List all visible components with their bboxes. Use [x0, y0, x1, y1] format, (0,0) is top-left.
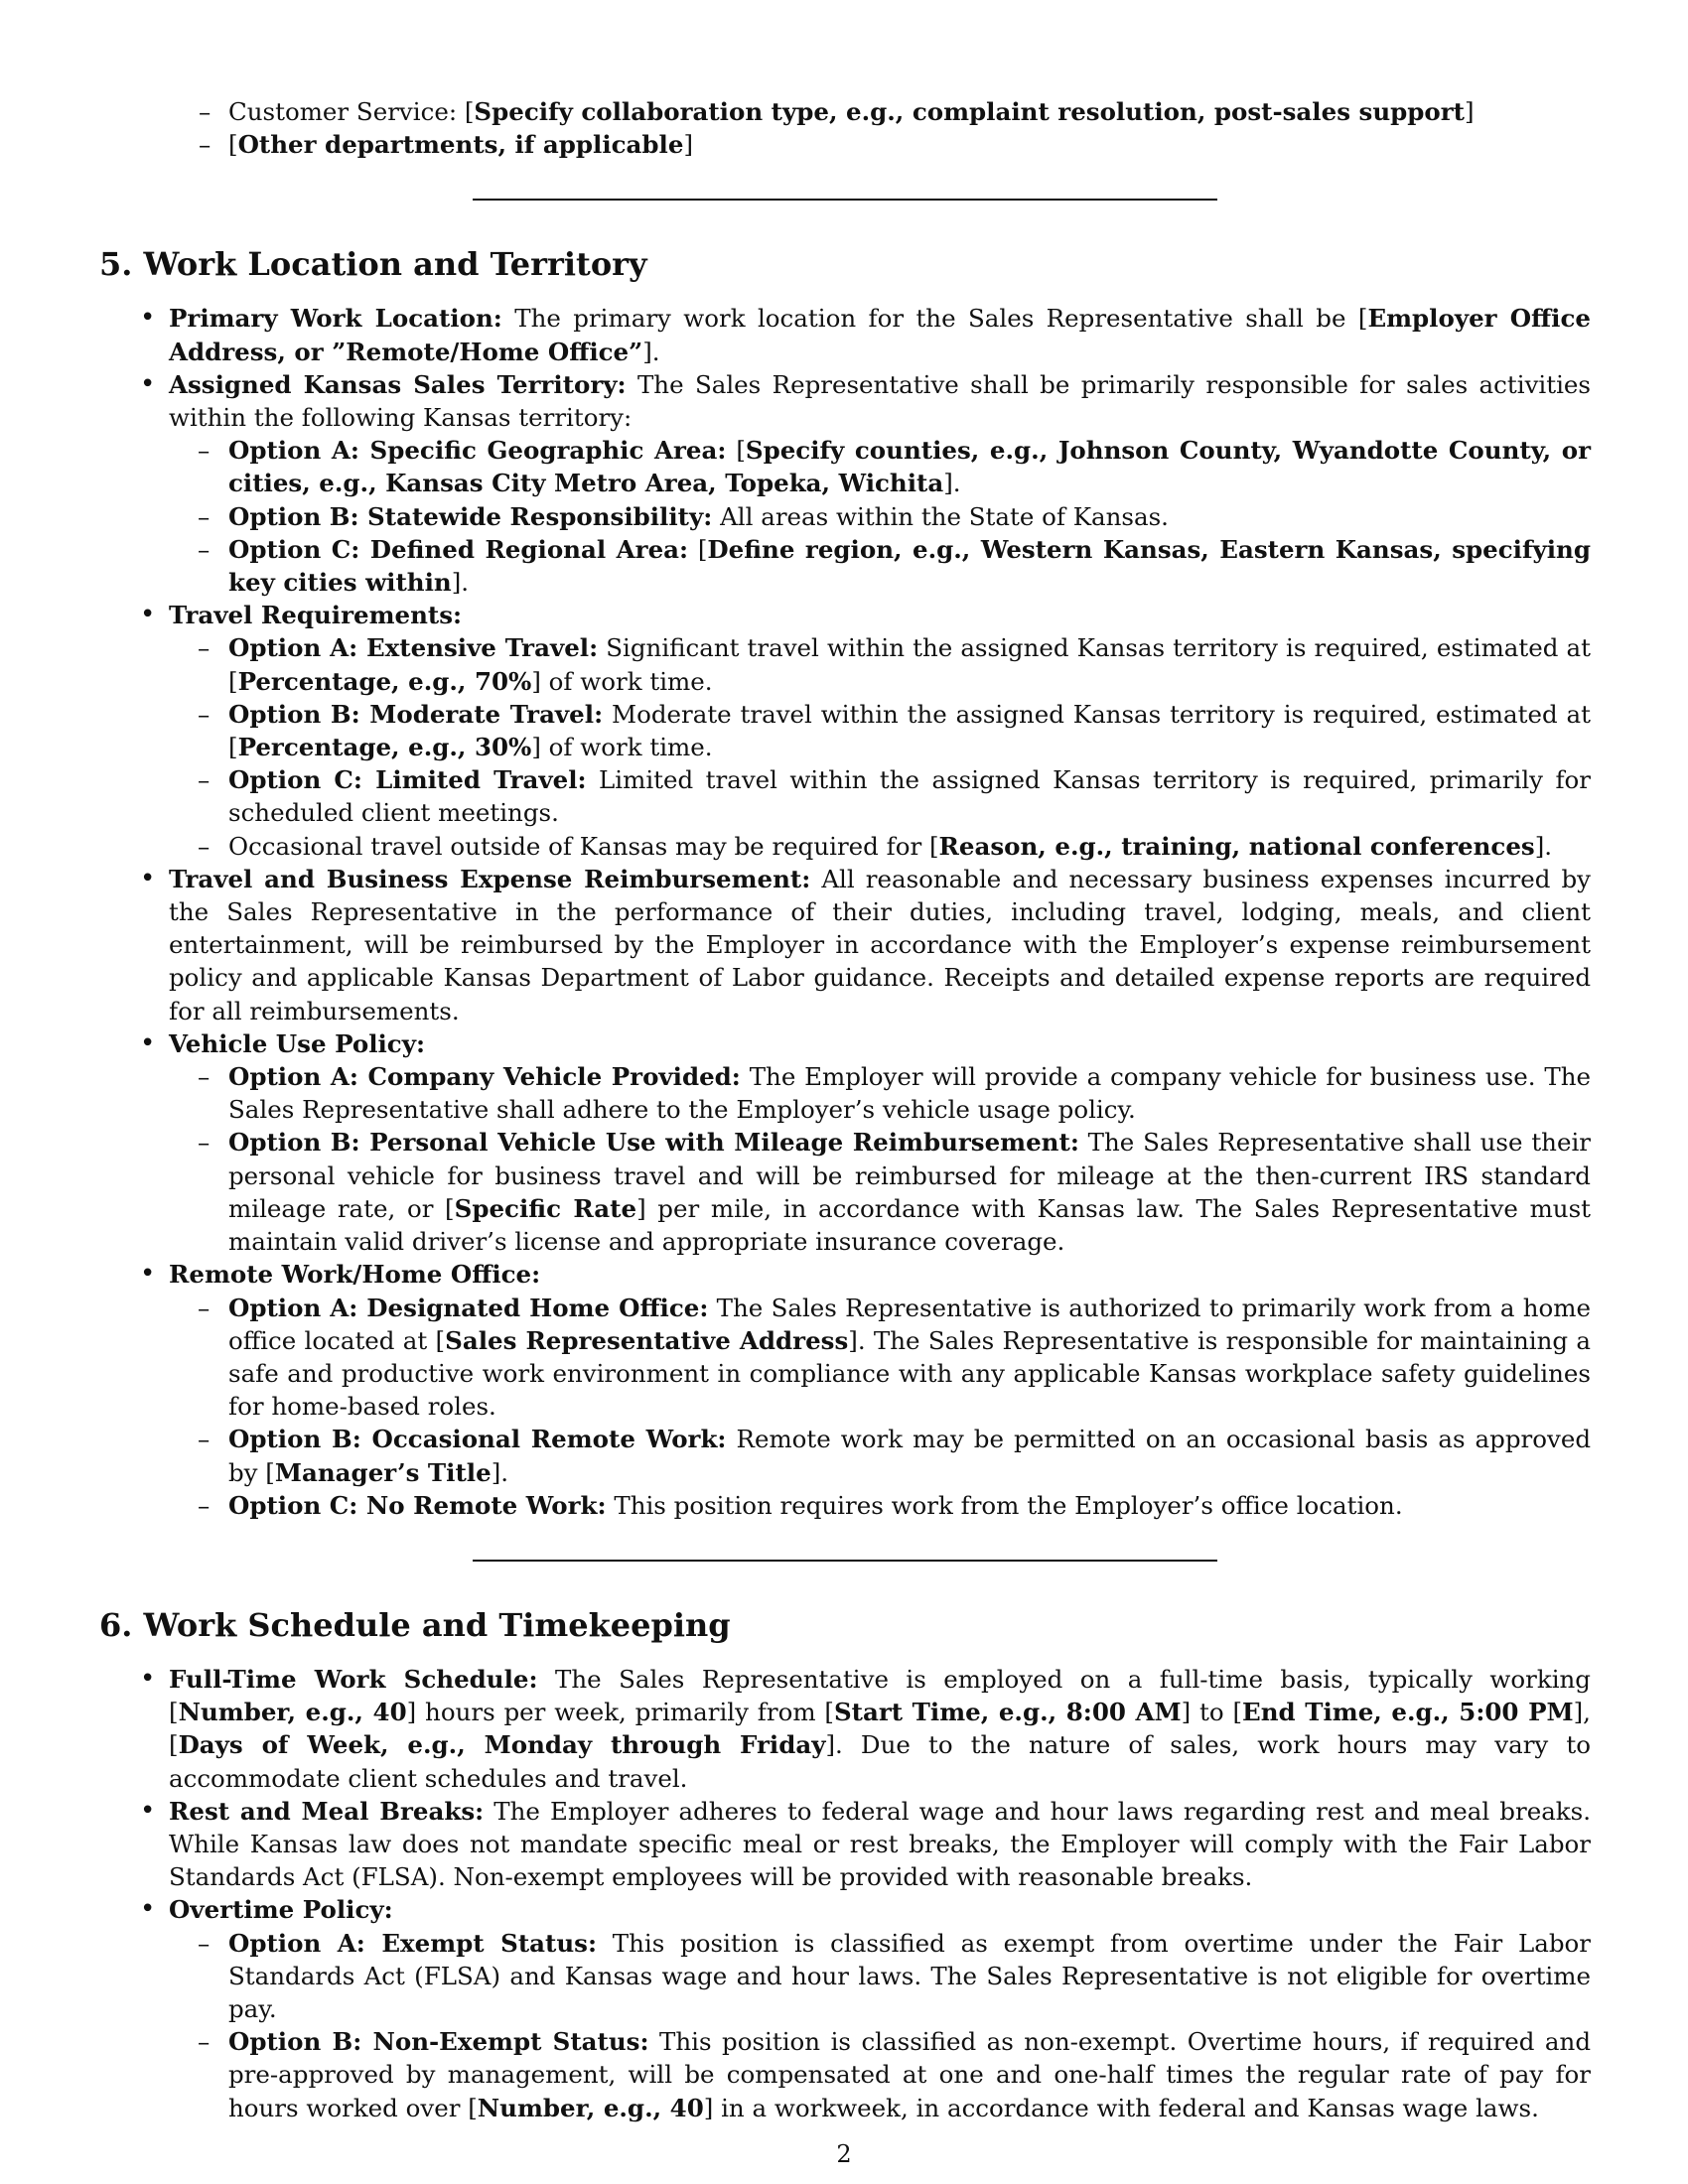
territory-options [169, 434, 1591, 599]
list-item: – Option C: No Remote Work: This position requires work from the Employer’s office location. [169, 1489, 1591, 1522]
list-item-overtime: • Overtime Policy: – Option A: Exempt Status: This position is classified as exempt from overtime under the Fair Labor Standards Act (FLSA) and Kansas wage and hour laws. The Sales Representative is not eligible for overtime pay. – Option B: Non-Exempt Status: This position is classified as non-exempt. Overtime hours, if required and pre-approved by management, will be compensated at one and one-half times the regular rate of pay for hours worked over [Number, e.g., 40] in a workweek, in accordance with federal and Kansas wage laws. [99, 1893, 1591, 2123]
list-item-schedule: • Full-Time Work Schedule: The Sales Representative is employed on a full-time basis, typically working [Number, e.g., 40] hours per week, primarily from [Start Time, e.g., 8:00 AM] to [End Time, e.g., 5:00 PM], [Days of Week, e.g., Monday through Friday]. Due to the nature of sales, work hours may vary to accommodate client schedules and travel. [99, 1663, 1591, 1795]
section6-list [99, 1663, 1591, 2124]
section-heading-5: 5. Work Location and Territory [99, 245, 647, 284]
list-item: – Option A: Company Vehicle Provided: The Employer will provide a company vehicle for business use. The Sales Representative shall adhere to the Employer’s vehicle usage policy. [169, 1060, 1591, 1126]
list-item: – Option A: Specific Geographic Area: [Specify counties, e.g., Johnson County, Wyandotte County, or cities, e.g., Kansas City Metro Area, Topeka, Wichita]. [169, 434, 1591, 499]
list-item: – Customer Service: [Specify collaboration type, e.g., complaint resolution, post-sales support] [99, 95, 1591, 128]
list-item: – Option B: Occasional Remote Work: Remote work may be permitted on an occasional basis as approved by [Manager’s Title]. [169, 1423, 1591, 1488]
remote-options [169, 1292, 1591, 1522]
page-content [99, 95, 1591, 2124]
list-item-primary-location: • Primary Work Location: The primary work location for the Sales Representative shall be [Employer Office Address, or ”Remote/Home Office”]. [99, 302, 1591, 367]
list-item: – Option B: Non-Exempt Status: This position is classified as non-exempt. Overtime hours, if required and pre-approved by management, will be compensated at one and one-half times the regular rate of pay for hours worked over [Number, e.g., 40] in a workweek, in accordance with federal and Kansas wage laws. [169, 2025, 1591, 2124]
list-item-remote: • Remote Work/Home Office: – Option A: Designated Home Office: The Sales Representative is authorized to primarily work from a home office located at [Sales Representative Address]. The Sales Representative is responsible for maintaining a safe and productive work environment in compliance with any applicable Kansas workplace safety guidelines for home-based roles. – Option B: Occasional Remote Work: Remote work may be permitted on an occasional basis as approved by [Manager’s Title]. – Option C: No Remote Work: This position requires work from the Employer’s office location. [99, 1258, 1591, 1522]
list-item: – Option A: Designated Home Office: The Sales Representative is authorized to primarily work from a home office located at [Sales Representative Address]. The Sales Representative is responsible for maintaining a safe and productive work environment in compliance with any applicable Kansas workplace safety guidelines for home-based roles. [169, 1292, 1591, 1424]
list-item: – Option C: Defined Regional Area: [Define region, e.g., Western Kansas, Eastern Kansas, specifying key cities within]. [169, 533, 1591, 599]
section-heading-6: 6. Work Schedule and Timekeeping [99, 1605, 731, 1644]
list-item-breaks: • Rest and Meal Breaks: The Employer adheres to federal wage and hour laws regarding rest and meal breaks. While Kansas law does not mandate specific meal or rest breaks, the Employer will comply with the Fair Labor Standards Act (FLSA). Non-exempt employees will be provided with reasonable breaks. [99, 1795, 1591, 1894]
list-item: – [Other departments, if applicable] [99, 128, 1591, 161]
section5-list [99, 302, 1591, 1522]
list-item: – Option C: Limited Travel: Limited travel within the assigned Kansas territory is required, primarily for scheduled client meetings. [169, 763, 1591, 829]
list-item: – Option A: Exempt Status: This position is classified as exempt from overtime under the Fair Labor Standards Act (FLSA) and Kansas wage and hour laws. The Sales Representative is not eligible for overtime pay. [169, 1927, 1591, 2026]
vehicle-options [169, 1060, 1591, 1258]
list-item-territory: • Assigned Kansas Sales Territory: The Sales Representative shall be primarily responsible for sales activities within the following Kansas territory: – Option A: Specific Geographic Area: [Specify counties, e.g., Johnson County, Wyandotte County, or cities, e.g., Kansas City Metro Area, Topeka, Wichita]. – Option B: Statewide Responsibility: All areas within the State of Kansas. – Option C: Defined Regional Area: [Define region, e.g., Western Kansas, Eastern Kansas, specifying key cities within]. [99, 368, 1591, 599]
travel-options [169, 631, 1591, 862]
page-number: 2 [836, 2140, 852, 2168]
overtime-options [169, 1927, 1591, 2124]
list-item: – Option B: Statewide Responsibility: All areas within the State of Kansas. [169, 500, 1591, 533]
list-item: – Option B: Moderate Travel: Moderate travel within the assigned Kansas territory is required, estimated at [Percentage, e.g., 30%] of work time. [169, 698, 1591, 763]
list-item: – Option A: Extensive Travel: Significant travel within the assigned Kansas territory is required, estimated at [Percentage, e.g., 70%] of work time. [169, 631, 1591, 697]
collaboration-list [99, 95, 1591, 161]
list-item-vehicle: • Vehicle Use Policy: – Option A: Company Vehicle Provided: The Employer will provide a company vehicle for business use. The Sales Representative shall adhere to the Employer’s vehicle usage policy. – Option B: Personal Vehicle Use with Mileage Reimbursement: The Sales Representative shall use their personal vehicle for business travel and will be reimbursed for mileage at the then-current IRS standard mileage rate, or [Specific Rate] per mile, in accordance with Kansas law. The Sales Representative must maintain valid driver’s license and appropriate insurance coverage. [99, 1027, 1591, 1258]
list-item: – Occasional travel outside of Kansas may be required for [Reason, e.g., training, national conferences]. [169, 830, 1591, 863]
list-item: – Option B: Personal Vehicle Use with Mileage Reimbursement: The Sales Representative shall use their personal vehicle for business travel and will be reimbursed for mileage at the then-current IRS standard mileage rate, or [Specific Rate] per mile, in accordance with Kansas law. The Sales Representative must maintain valid driver’s license and appropriate insurance coverage. [169, 1126, 1591, 1258]
list-item-travel: • Travel Requirements: – Option A: Extensive Travel: Significant travel within the assigned Kansas territory is required, estimated at [Percentage, e.g., 70%] of work time. – Option B: Moderate Travel: Moderate travel within the assigned Kansas territory is required, estimated at [Percentage, e.g., 30%] of work time. – Option C: Limited Travel: Limited travel within the assigned Kansas territory is required, primarily for scheduled client meetings. – Occasional travel outside of Kansas may be required for [Reason, e.g., training, national conferences]. [99, 599, 1591, 863]
list-item-expense: • Travel and Business Expense Reimbursement: All reasonable and necessary business expenses incurred by the Sales Representative in the performance of their duties, including travel, lodging, meals, and client entertainment, will be reimbursed by the Employer in accordance with the Employer’s expense reimbursement policy and applicable Kansas Department of Labor guidance. Receipts and detailed expense reports are required for all reimbursements. [99, 863, 1591, 1027]
